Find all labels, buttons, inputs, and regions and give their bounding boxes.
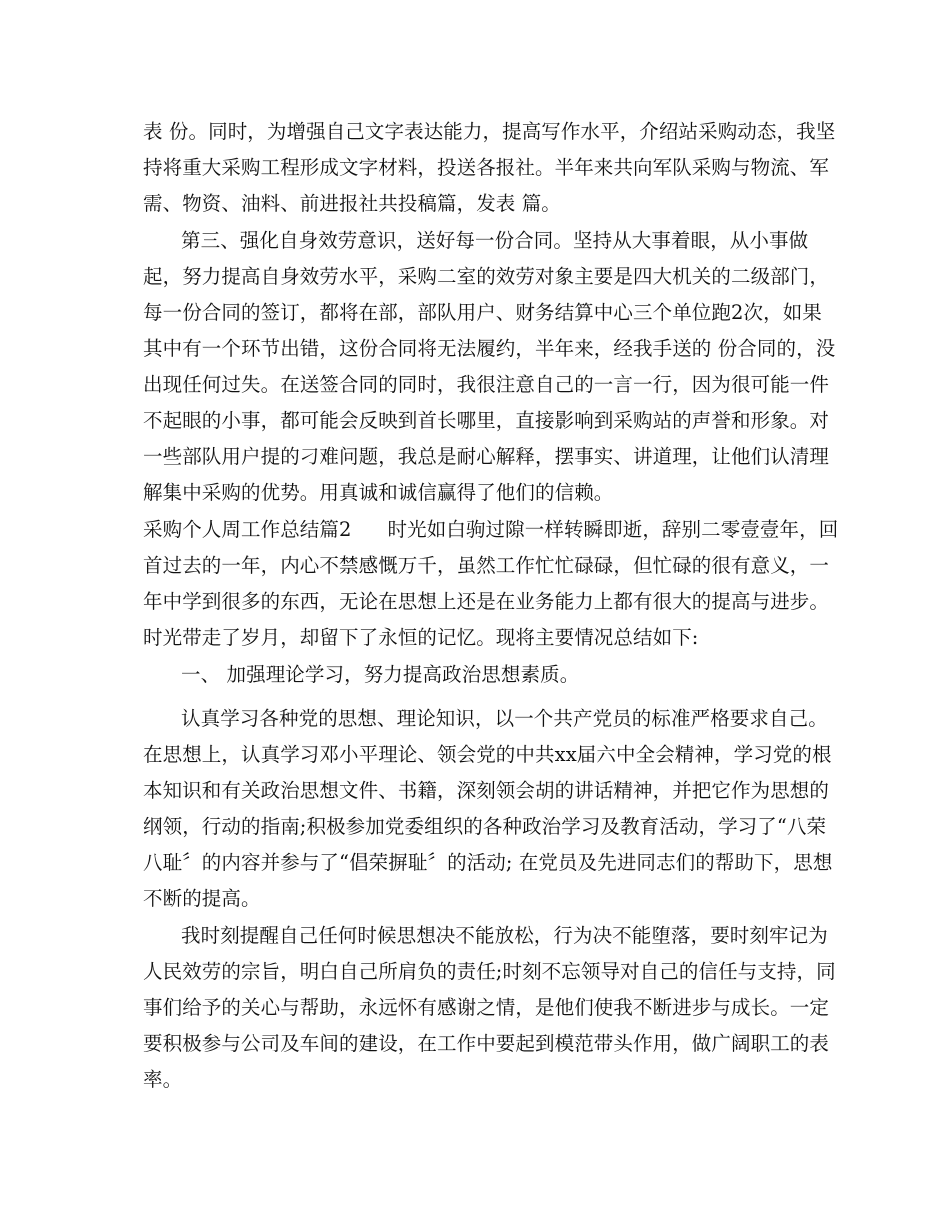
text-line: 纲领，行动的指南;积极参加党委组织的各种政治学习及教育活动，学习了“八荣 — [143, 815, 827, 838]
text-line: 认真学习各种党的思想、理论知识，以一个共产党员的标准严格要求自己。 — [181, 707, 828, 730]
text-line: 率。 — [143, 1068, 183, 1091]
text-line: 在思想上，认真学习邓小平理论、领会党的中共xx届六中全会精神，学习党的根 — [143, 743, 832, 766]
heading-1: 一、 加强理论学习，努力提高政治思想素质。 — [181, 663, 580, 686]
text-line: 要积极参与公司及车间的建设，在工作中要起到模范带头作用，做广阔职工的表 — [143, 1032, 830, 1055]
text-line: 其中有一个环节出错，这份合同将无法履约，半年来，经我手送的 份合同的，没 — [143, 337, 836, 360]
text-line: 首过去的一年，内心不禁感慨万千，虽然工作忙忙碌碌，但忙碌的很有意义，一 — [143, 554, 830, 577]
text-line: 需、物资、油料、前进报社共投稿篇，发表 篇。 — [143, 192, 561, 215]
text-line: 事们给予的关心与帮助，永远怀有感谢之情，是他们使我不断进步与成长。一定 — [143, 996, 830, 1019]
section-intro-first: 时光如白驹过隙一样转瞬即逝，辞别二零壹壹年，回 — [387, 518, 839, 541]
text-line: 解集中采购的优势。用真诚和诚信赢得了他们的信赖。 — [143, 481, 614, 504]
text-line: 不起眼的小事，都可能会反映到首长哪里，直接影响到采购站的声誉和形象。对 — [143, 409, 830, 432]
text-line: 表 份。同时，为增强自己文字表达能力，提高写作水平，介绍站采购动态，我坚 — [143, 120, 836, 143]
text-line: 每一份合同的签订，都将在部，部队用户、财务结算中心三个单位跑2次，如果 — [143, 301, 822, 324]
text-line: 出现任何过失。在送签合同的同时，我很注意自己的一言一行，因为很可能一件 — [143, 373, 830, 396]
text-line: 一些部队用户提的刁难问题，我总是耐心解释，摆事实、讲道理，让他们认清理 — [143, 445, 830, 468]
section-title: 采购个人周工作总结篇2 — [143, 518, 352, 541]
text-line: 时光带走了岁月，却留下了永恒的记忆。现将主要情况总结如下: — [143, 626, 699, 649]
text-line: 八耻〞的内容并参与了“倡荣摒耻〞的活动; 在党员及先进同志们的帮助下，思想 — [143, 851, 833, 874]
text-line: 起，努力提高自身效劳水平，采购二室的效劳对象主要是四大机关的二级部门， — [143, 265, 830, 288]
text-line: 第三、强化自身效劳意识，送好每一份合同。坚持从大事着眼，从小事做 — [181, 229, 809, 252]
text-line: 人民效劳的宗旨，明白自己所肩负的责任;时刻不忘领导对自己的信任与支持，同 — [143, 960, 836, 983]
text-line: 年中学到很多的东西，无论在思想上还是在业务能力上都有很大的提高与进步。 — [143, 590, 830, 613]
text-line: 本知识和有关政治思想文件、书籍，深刻领会胡的讲话精神，并把它作为思想的 — [143, 779, 830, 802]
text-line: 我时刻提醒自己任何时候思想决不能放松，行为决不能堕落，要时刻牢记为 — [181, 924, 828, 947]
section-title-line — [143, 518, 838, 542]
text-line: 不断的提高。 — [143, 887, 261, 910]
text-line: 持将重大采购工程形成文字材料，投送各报社。半年来共向军队采购与物流、军 — [143, 156, 830, 179]
